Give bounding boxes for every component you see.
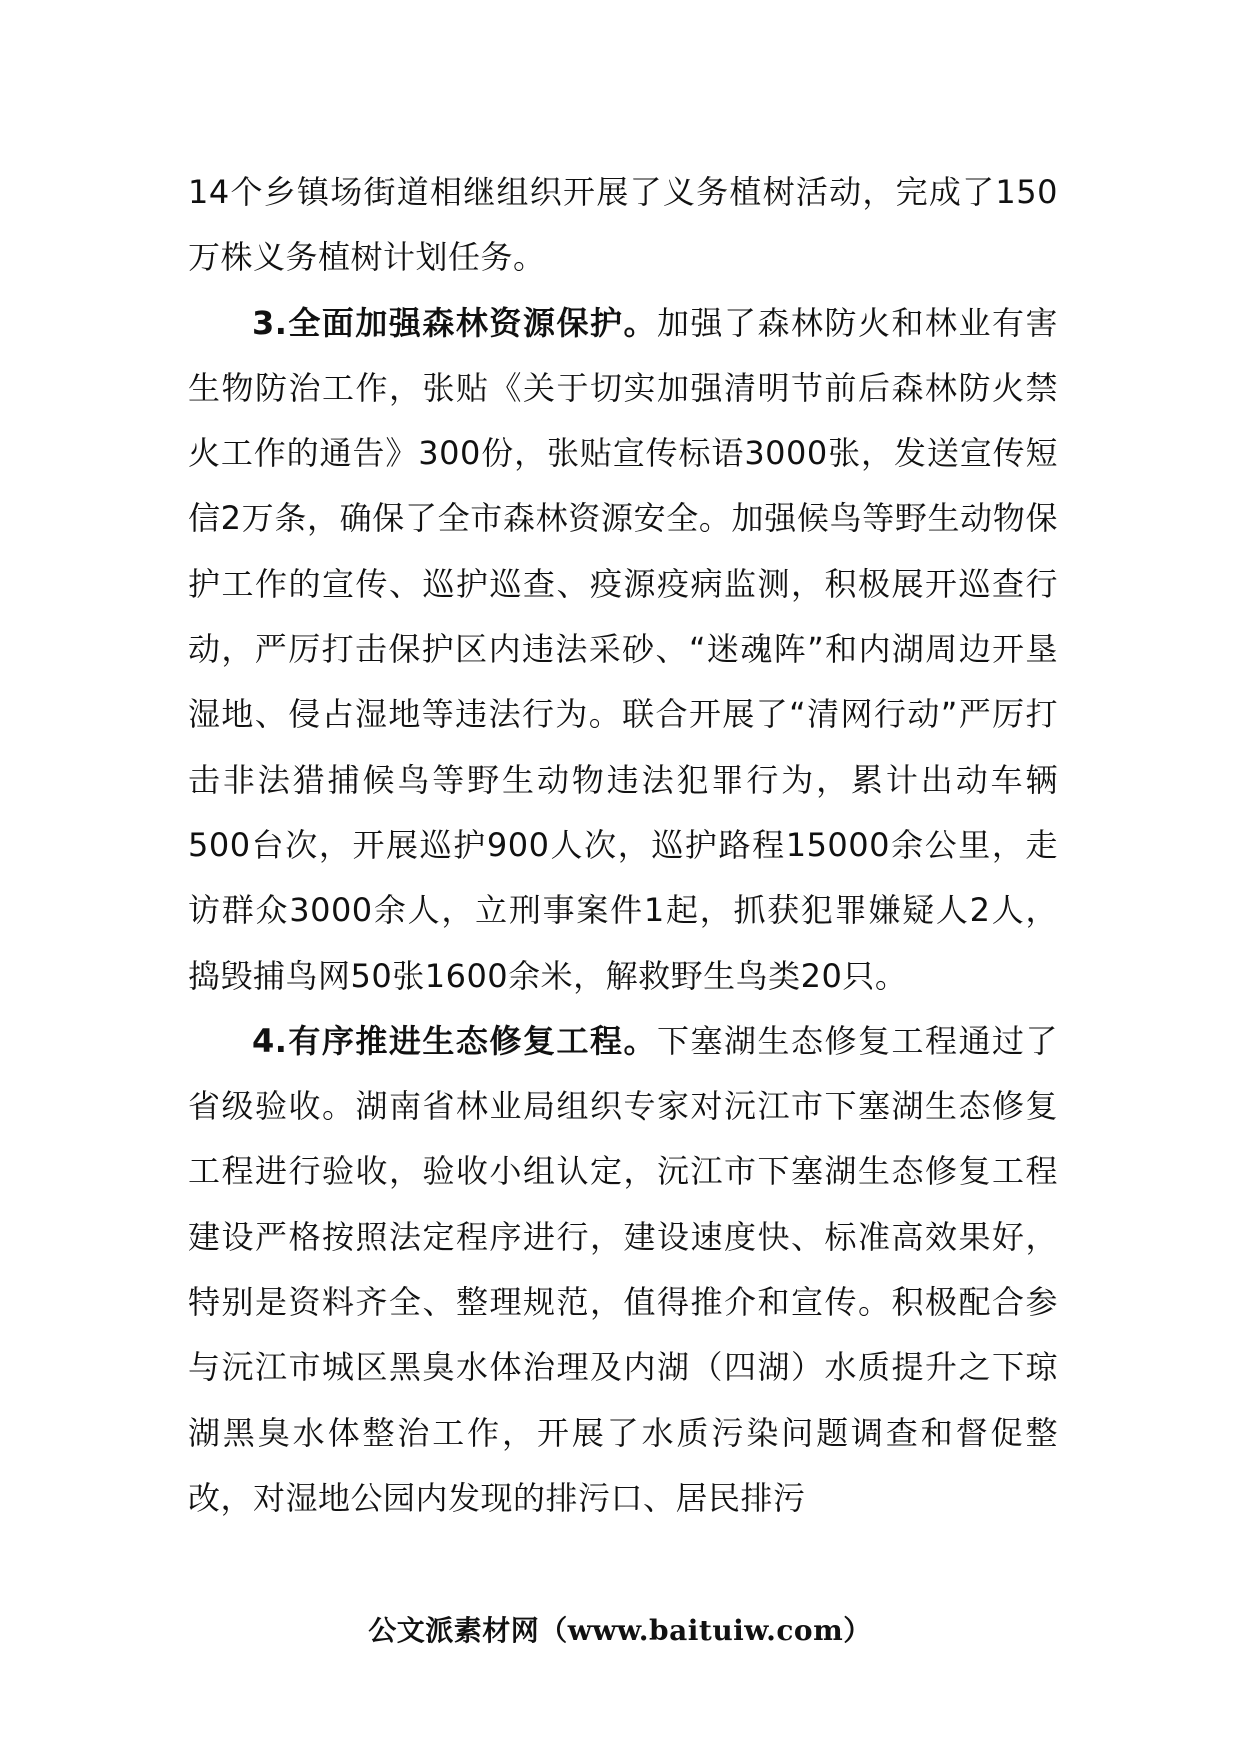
section-heading: 4.有序推进生态修复工程。 <box>252 1021 657 1060</box>
paragraph-text: 14个乡镇场街道相继组织开展了义务植树活动，完成了150万株义务植树计划任务。 <box>188 173 1058 277</box>
footer-watermark: 公文派素材网（www.baituiw.com） <box>368 1614 872 1647</box>
paragraph-3 <box>188 1009 1058 1531</box>
paragraph-1 <box>188 160 1058 291</box>
section-heading: 3.全面加强森林资源保护。 <box>252 303 657 342</box>
paragraph-text: 加强了森林防火和林业有害生物防治工作，张贴《关于切实加强清明节前后森林防火禁火工作的通告》300份，张贴宣传标语3000张，发送宣传短信2万条，确保了全市森林资源安全。加强候鸟等野生动物保护工作的宣传、巡护巡查、疫源疫病监测，积极展开巡查行动，严厉打击保护区内违法采砂、“迷魂阵”和内湖周边开垦湿地、侵占湿地等违法行为。联合开展了“清网行动”严厉打击非法猎捕候鸟等野生动物违法犯罪行为，累计出动车辆500台次，开展巡护900人次，巡护路程15000余公里，走访群众3000余人，立刑事案件1起，抓获犯罪嫌疑人2人，捣毁捕鸟网50张1600余米，解救野生鸟类20只。 <box>188 303 1058 995</box>
document-body <box>188 160 1058 1531</box>
paragraph-2 <box>188 291 1058 1009</box>
paragraph-text: 下塞湖生态修复工程通过了省级验收。湖南省林业局组织专家对沅江市下塞湖生态修复工程进行验收，验收小组认定，沅江市下塞湖生态修复工程建设严格按照法定程序进行，建设速度快、标准高效果好，特别是资料齐全、整理规范，值得推介和宣传。积极配合参与沅江市城区黑臭水体治理及内湖（四湖）水质提升之下琼湖黑臭水体整治工作，开展了水质污染问题调查和督促整改，对湿地公园内发现的排污口、居民排污 <box>188 1021 1058 1517</box>
